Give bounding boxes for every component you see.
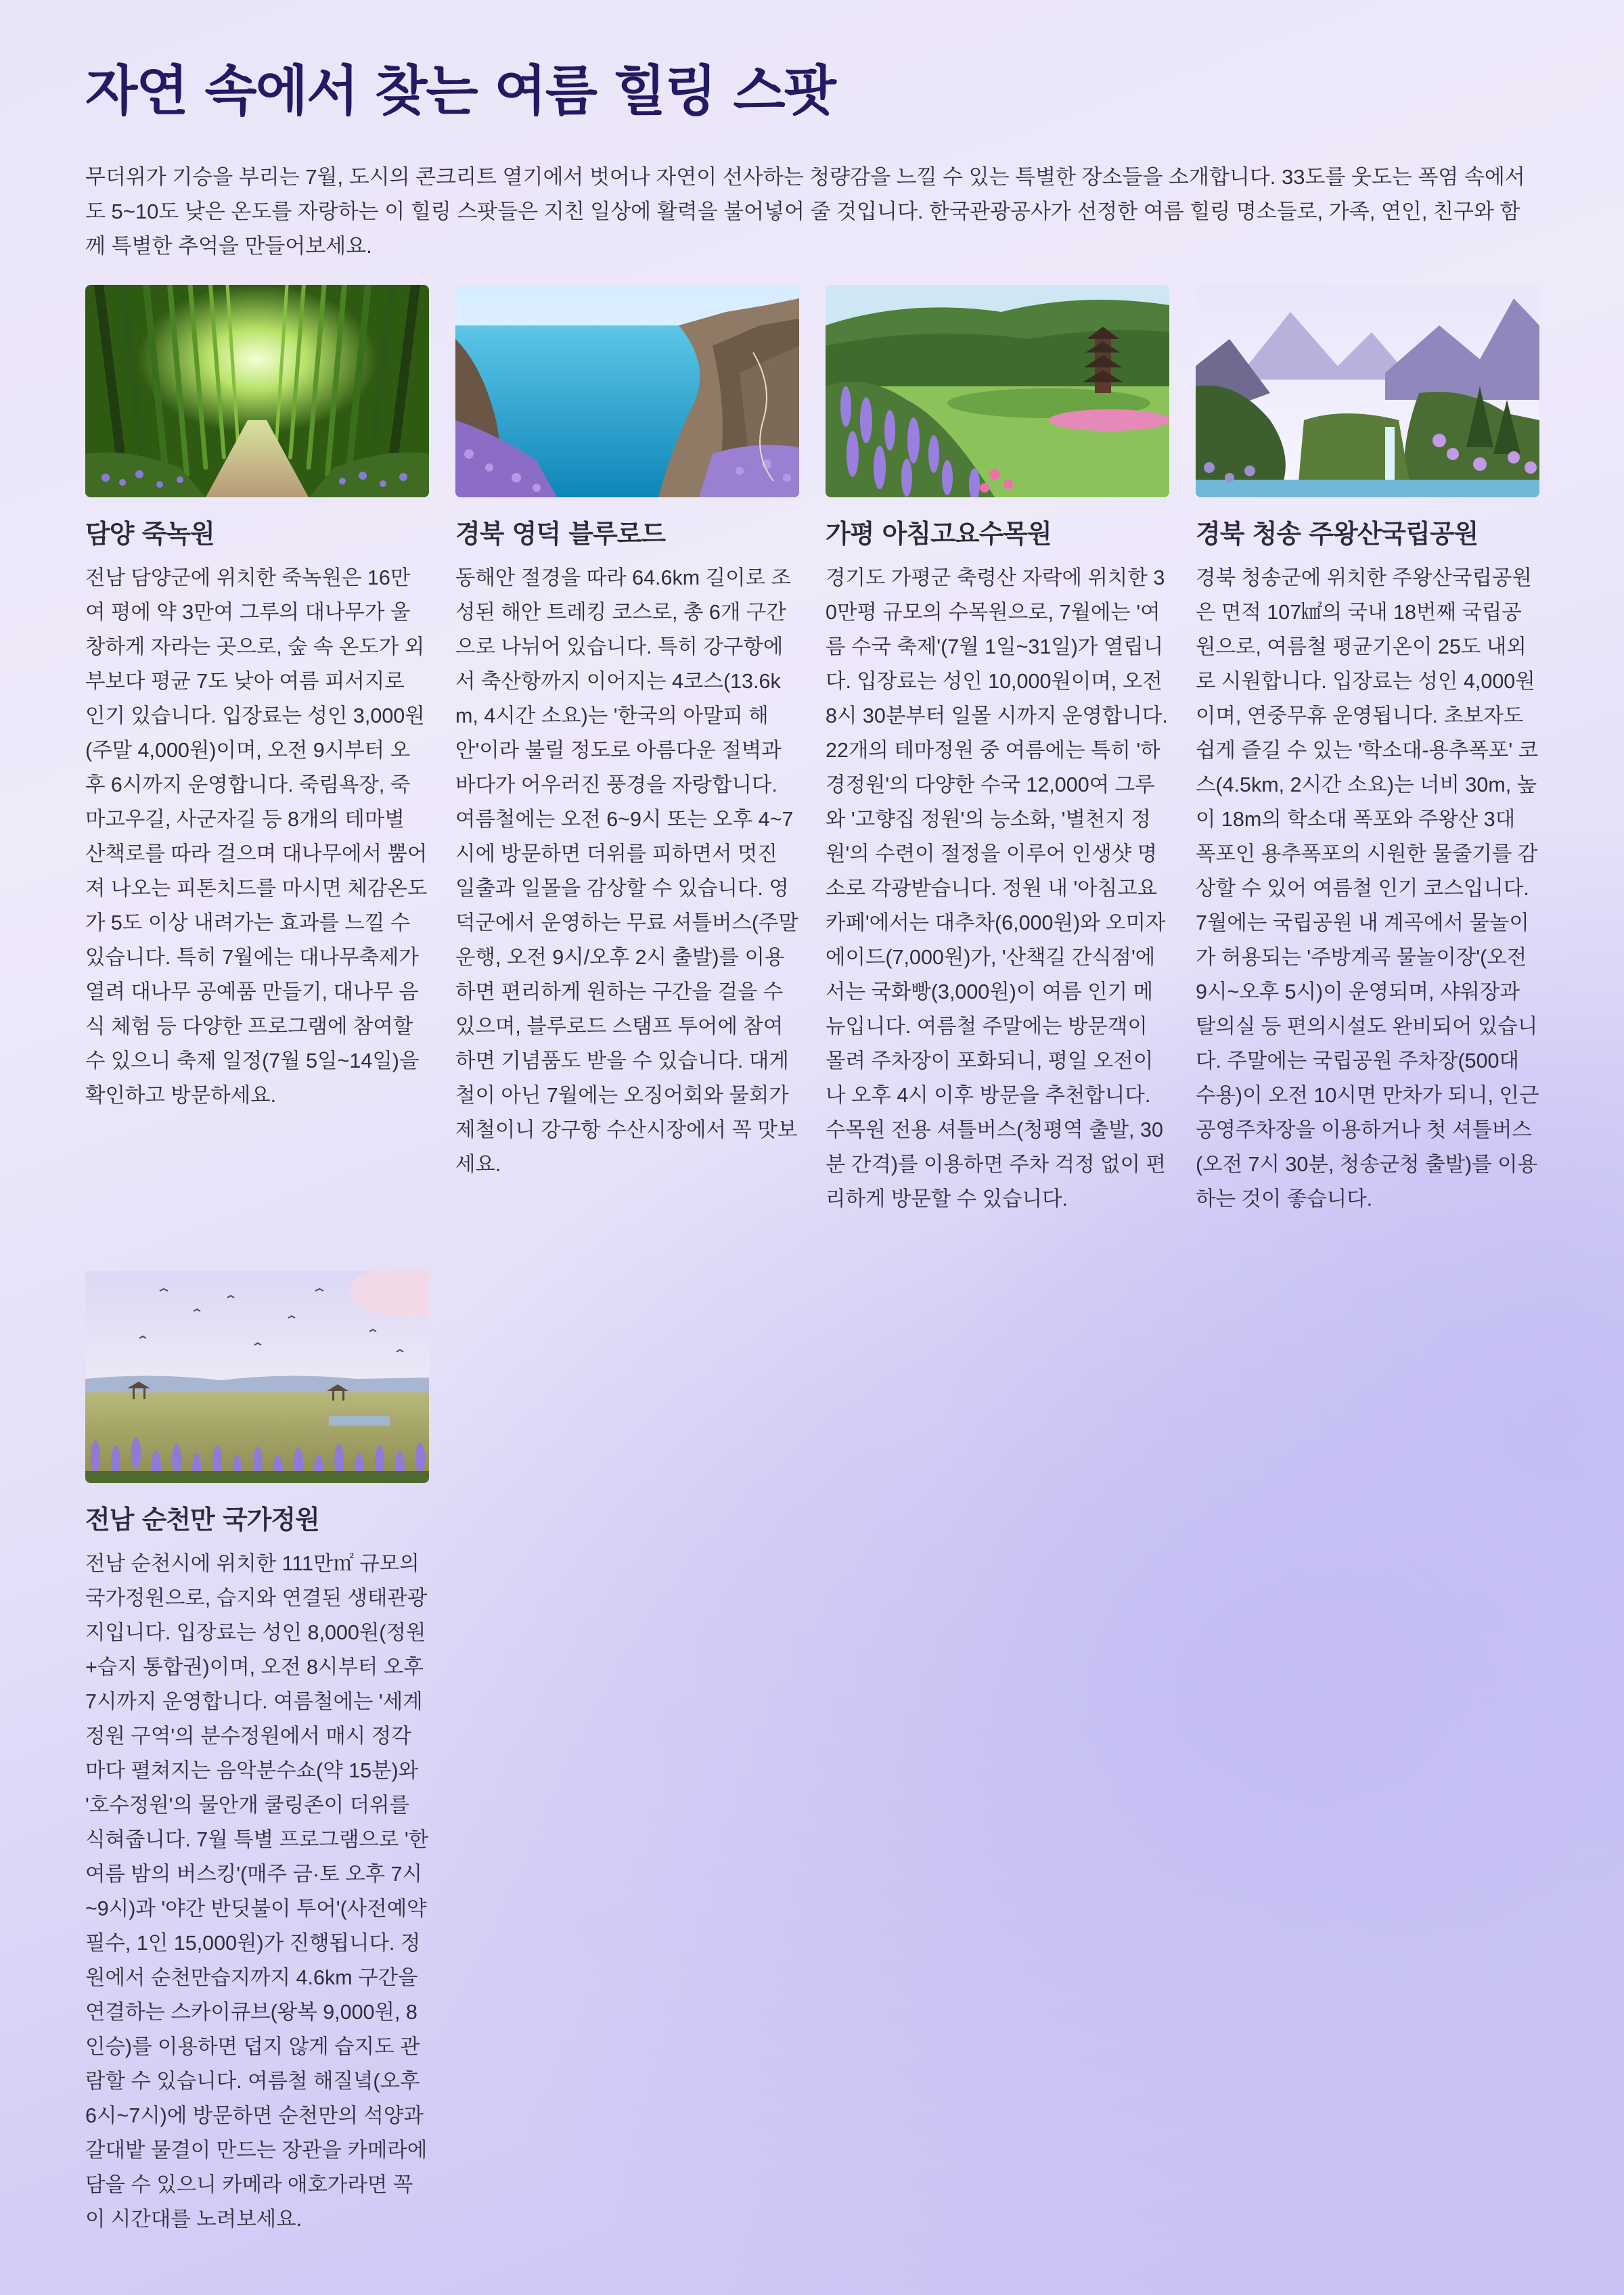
spot-title: 전남 순천만 국가정원 — [85, 1505, 319, 1535]
spot-card-suncheon — [85, 1271, 429, 2237]
spot-description: 경기도 가평군 축령산 자락에 위치한 30만평 규모의 수목원으로, 7월에는 '여름 수국 축제'(7월 1일~31일)가 열립니다. 입장료는 성인 10,000원이며, 오전 8시 30분부터 일몰 시까지 운영합니다. 22개의 테마정원 중 여름에는 특히 '하경정원'의 다양한 수국 12,000여 그루와 '고향집 정원'의 능소화, '별천지 정원'의 수련이 절정을 이루어 인생샷 명소로 각광받습니다. 정원 내 '아침고요 카페'에서는 대추차(6,000원)와 오미자에이드(7,000원)가, '산책길 간식점'에서는 국화빵(3,000원)이 여름 인기 메뉴입니다. 여름철 주말에는 방문객이 몰려 주차장이 포화되니, 평일 오전이나 오후 4시 이후 방문을 추천합니다. 수목원 전용 셔틀버스(청평역 출발, 30분 간격)를 이용하면 주차 걱정 없이 편리하게 방문할 수 있습니다. — [826, 566, 1168, 1210]
spot-grid — [85, 285, 1539, 2237]
spot-description: 경북 청송군에 위치한 주왕산국립공원은 면적 107㎢의 국내 18번째 국립공원으로, 여름철 평균기온이 25도 내외로 시원합니다. 입장료는 성인 4,000원이며, 연중무휴 운영됩니다. 초보자도 쉽게 즐길 수 있는 '학소대-용추폭포' 코스(4.5km, 2시간 소요)는 너비 30m, 높이 18m의 학소대 폭포와 주왕산 3대 폭포인 용추폭포의 시원한 물줄기를 감상할 수 있어 여름철 인기 코스입니다. 7월에는 국립공원 내 계곡에서 물놀이가 허용되는 '주방계곡 물놀이장'(오전 9시~오후 5시)이 운영되며, 샤워장과 탈의실 등 편의시설도 완비되어 있습니다. 주말에는 국립공원 주차장(500대 수용)이 오전 10시면 만차가 되니, 인근 공영주차장을 이용하거나 첫 셔틀버스(오전 7시 30분, 청송군청 출발)를 이용하는 것이 좋습니다. — [1196, 566, 1539, 1210]
garden-pagoda-lavender-image — [826, 285, 1169, 497]
spot-card-yeongdeok — [455, 285, 799, 1217]
article — [85, 54, 1539, 2237]
coastal-cliff-sea-image — [455, 285, 799, 497]
wetland-reeds-birds-image — [85, 1271, 429, 1483]
spot-card-gapyeong — [826, 285, 1169, 1217]
spot-description: 전남 순천시에 위치한 111만㎡ 규모의 국가정원으로, 습지와 연결된 생태관광지입니다. 입장료는 성인 8,000원(정원+습지 통합권)이며, 오전 8시부터 오후 7시까지 운영합니다. 여름철에는 '세계정원 구역'의 분수정원에서 매시 정각마다 펼쳐지는 음악분수쇼(약 15분)와 '호수정원'의 물안개 쿨링존이 더위를 식혀줍니다. 7월 특별 프로그램으로 '한여름 밤의 버스킹'(매주 금·토 오후 7시~9시)과 '야간 반딧불이 투어'(사전예약 필수, 1인 15,000원)가 진행됩니다. 정원에서 순천만습지까지 4.6km 구간을 연결하는 스카이큐브(왕복 9,000원, 8인승)를 이용하면 덥지 않게 습지도 관람할 수 있습니다. 여름철 해질녘(오후 6시~7시)에 방문하면 순천만의 석양과 갈대밭 물결이 만드는 장관을 카메라에 담을 수 있으니 카메라 애호가라면 꼭 이 시간대를 노려보세요. — [85, 1552, 429, 2231]
page-title: 자연 속에서 찾는 여름 힐링 스팟 — [85, 60, 835, 122]
intro-paragraph: 무더위가 기승을 부리는 7월, 도시의 콘크리트 열기에서 벗어나 자연이 선사하는 청량감을 느낄 수 있는 특별한 장소들을 소개합니다. 33도를 웃도는 폭염 속에서도 5~10도 낮은 온도를 자랑하는 이 힐링 스팟들은 지친 일상에 활력을 불어넣어 줄 것입니다. 한국관광공사가 선정한 여름 힐링 명소들로, 가족, 연인, 친구와 함께 특별한 추억을 만들어보세요. — [85, 165, 1525, 258]
bamboo-forest-path-image — [85, 285, 429, 497]
spot-title: 경북 청송 주왕산국립공원 — [1196, 519, 1479, 549]
spot-card-cheongsong — [1196, 285, 1539, 1217]
spot-title: 경북 영덕 블루로드 — [455, 519, 666, 549]
spot-title: 가평 아침고요수목원 — [826, 519, 1052, 549]
mountain-valley-waterfall-image — [1196, 285, 1539, 497]
spot-card-damyang — [85, 285, 429, 1217]
spot-description: 전남 담양군에 위치한 죽녹원은 16만여 평에 약 3만여 그루의 대나무가 울창하게 자라는 곳으로, 숲 속 온도가 외부보다 평균 7도 낮아 여름 피서지로 인기 있습니다. 입장료는 성인 3,000원(주말 4,000원)이며, 오전 9시부터 오후 6시까지 운영합니다. 죽림욕장, 죽마고우길, 사군자길 등 8개의 테마별 산책로를 따라 걸으며 대나무에서 뿜어져 나오는 피톤치드를 마시면 체감온도가 5도 이상 내려가는 효과를 느낄 수 있습니다. 특히 7월에는 대나무축제가 열려 대나무 공예품 만들기, 대나무 음식 체험 등 다양한 프로그램에 참여할 수 있으니 축제 일정(7월 5일~14일)을 확인하고 방문하세요. — [85, 566, 428, 1107]
spot-title: 담양 죽녹원 — [85, 519, 215, 549]
spot-description: 동해안 절경을 따라 64.6km 길이로 조성된 해안 트레킹 코스로, 총 6개 구간으로 나뉘어 있습니다. 특히 강구항에서 축산항까지 이어지는 4코스(13.6km, 4시간 소요)는 '한국의 아말피 해안'이라 불릴 정도로 아름다운 절벽과 바다가 어우러진 풍경을 자랑합니다. 여름철에는 오전 6~9시 또는 오후 4~7시에 방문하면 더위를 피하면서 멋진 일출과 일몰을 감상할 수 있습니다. 영덕군에서 운영하는 무료 셔틀버스(주말 운행, 오전 9시/오후 2시 출발)를 이용하면 편리하게 원하는 구간을 걸을 수 있으며, 블루로드 스탬프 투어에 참여하면 기념품도 받을 수 있습니다. 대게철이 아닌 7월에는 오징어회와 물회가 제철이니 강구항 수산시장에서 꼭 맛보세요. — [455, 566, 798, 1176]
